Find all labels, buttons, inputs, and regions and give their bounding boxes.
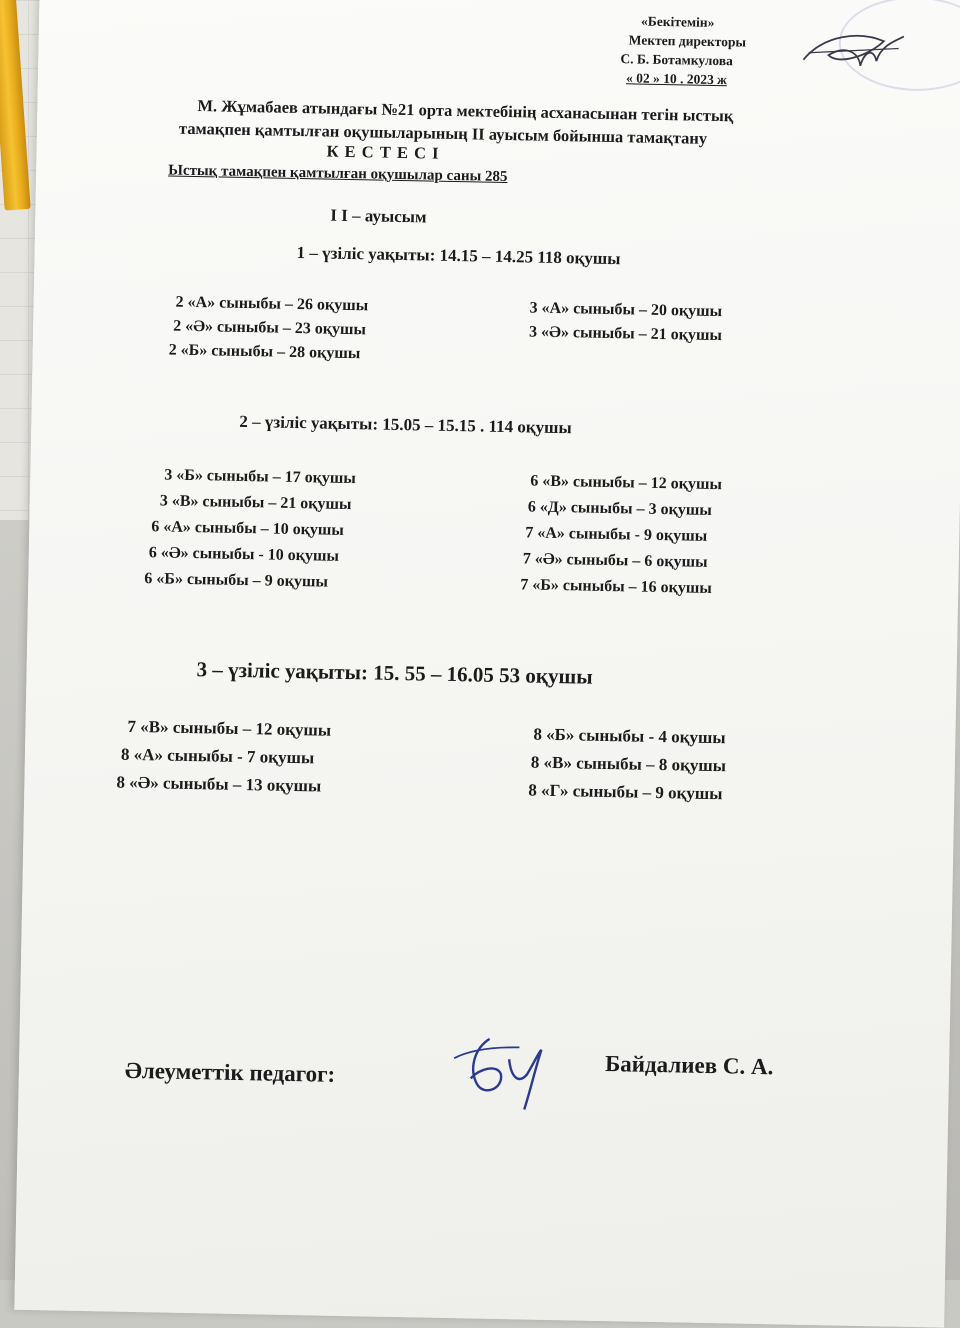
break-1-heading: 1 – үзіліс уақыты: 14.15 – 14.25 118 оқушы bbox=[296, 242, 621, 269]
break-2-left-row-5: 6 «Б» сыныбы – 9 оқушы bbox=[144, 570, 329, 591]
break-3-heading: 3 – үзіліс уақыты: 15. 55 – 16.05 53 оқушы bbox=[196, 657, 593, 689]
break-1-left-row-1: 2 «А» сыныбы – 26 оқушы bbox=[175, 293, 369, 315]
break-2-right-row-1: 6 «В» сыныбы – 12 оқушы bbox=[530, 472, 723, 494]
approval-label: «Бекітемін» bbox=[640, 13, 715, 30]
break-3-right-row-3: 8 «Г» сыныбы – 9 оқушы bbox=[528, 780, 723, 804]
break-3-right-row-2: 8 «В» сыныбы – 8 оқушы bbox=[530, 752, 727, 776]
break-2-right-row-5: 7 «Б» сыныбы – 16 оқушы bbox=[520, 576, 713, 598]
director-signature bbox=[798, 25, 909, 87]
title-line-2: тамақпен қамтылған оқушыларының ІІ ауысым бойынша тамақтану bbox=[178, 118, 708, 148]
break-2-heading: 2 – үзіліс уақыты: 15.05 – 15.15 . 114 оқушы bbox=[239, 411, 572, 438]
document-page bbox=[14, 0, 960, 1328]
break-3-left-row-3: 8 «Ә» сыныбы – 13 оқушы bbox=[116, 772, 322, 796]
break-1-left-row-2: 2 «Ә» сыныбы – 23 оқушы bbox=[173, 317, 367, 339]
break-2-right-row-2: 6 «Д» сыныбы – 3 оқушы bbox=[527, 498, 712, 519]
break-3-right-row-1: 8 «Б» сыныбы - 4 оқушы bbox=[533, 724, 726, 748]
shift-heading: І І – ауысым bbox=[330, 205, 427, 227]
signatory-position: Әлеуметтік педагог: bbox=[124, 1057, 336, 1087]
approval-director-name: С. Б. Ботамкулова bbox=[620, 51, 733, 69]
approval-date: « 02 » 10 . 2023 ж bbox=[625, 70, 728, 88]
break-2-left-row-4: 6 «Ә» сыныбы - 10 оқушы bbox=[148, 544, 340, 565]
break-2-left-row-3: 6 «А» сыныбы – 10 оқушы bbox=[151, 518, 345, 539]
break-1-right-row-1: 3 «А» сыныбы – 20 оқушы bbox=[529, 299, 723, 321]
approval-position: Мектеп директоры bbox=[628, 32, 747, 50]
break-1-right-row-2: 3 «Ә» сыныбы – 21 оқушы bbox=[528, 323, 723, 345]
break-2-right-row-4: 7 «Ә» сыныбы – 6 оқушы bbox=[522, 550, 708, 571]
total-students-line: Ыстық тамақпен қамтылған оқушылар саны 285 bbox=[168, 162, 508, 186]
signatory-name: Байдалиев С. А. bbox=[604, 1051, 774, 1080]
title-line-1: М. Жұмабаев атындағы №21 орта мектебінің асханасынан тегін ыстық bbox=[197, 96, 734, 126]
break-2-left-row-2: 3 «В» сыныбы – 21 оқушы bbox=[159, 492, 352, 514]
break-3-left-row-1: 7 «В» сыныбы – 12 оқушы bbox=[127, 716, 332, 740]
break-1-left-row-3: 2 «Б» сыныбы – 28 оқушы bbox=[168, 341, 361, 363]
title-line-3: К Е С Т Е С І bbox=[326, 141, 440, 163]
pedagogue-signature bbox=[448, 1028, 570, 1120]
break-2-left-row-1: 3 «Б» сыныбы – 17 оқушы bbox=[164, 466, 357, 488]
break-3-left-row-2: 8 «А» сыныбы - 7 оқушы bbox=[120, 744, 315, 768]
break-2-right-row-3: 7 «А» сыныбы - 9 оқушы bbox=[525, 524, 708, 545]
